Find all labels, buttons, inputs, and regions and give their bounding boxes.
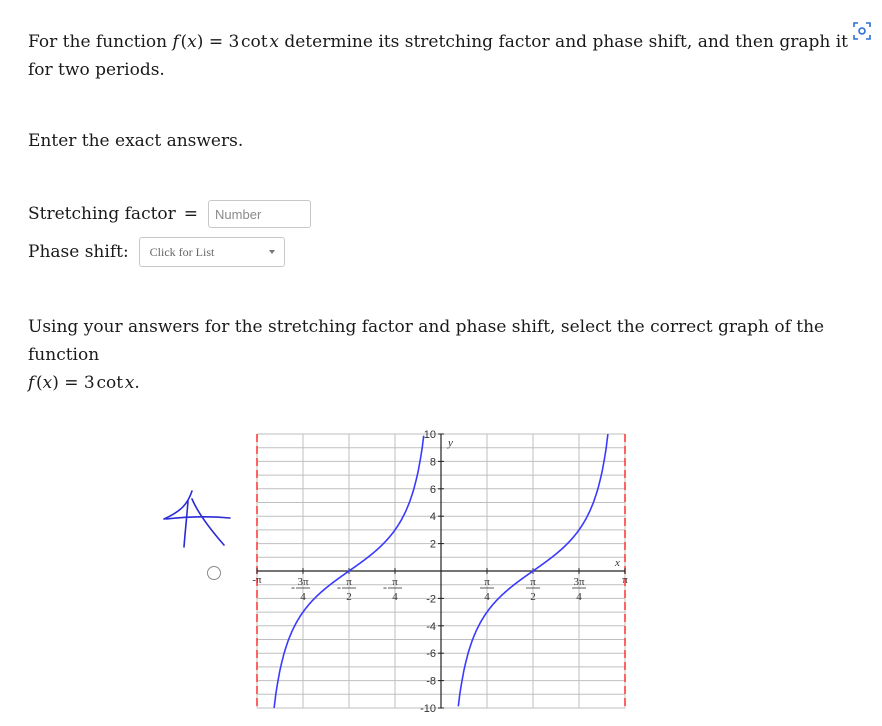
y-tick-label-5: 2 <box>429 538 436 551</box>
x-tick-label-7 <box>622 574 628 586</box>
screen-capture-icon[interactable] <box>853 22 871 40</box>
graph-function-expression: f (x) = 3 cot x. <box>28 373 140 393</box>
x-tick-label-0 <box>252 574 262 586</box>
y-tick-label-7: 6 <box>429 483 436 496</box>
x-axis-label: x <box>615 557 620 569</box>
y-tick-label-0: -10 <box>420 703 436 715</box>
x-tick-numerator: π <box>346 576 352 588</box>
y-tick-label-1: -8 <box>426 675 436 688</box>
y-tick-label-2: -6 <box>426 648 436 661</box>
y-tick-label-9: 10 <box>423 429 436 441</box>
graph-instruction <box>28 313 858 397</box>
equals-sign: = <box>183 204 199 224</box>
x-tick-denominator: 4 <box>300 591 306 603</box>
y-tick-label-3: -4 <box>426 620 436 633</box>
cotangent-graph <box>249 428 633 718</box>
x-tick-denominator: 2 <box>346 591 352 603</box>
stretching-factor-input[interactable] <box>208 200 311 228</box>
y-tick-label-8: 8 <box>429 456 436 469</box>
problem-middle: determine its stretching factor and phase shift, and then graph it for two periods. <box>28 32 848 80</box>
x-tick-denominator: 2 <box>530 591 536 603</box>
x-tick-label-3 <box>383 576 402 603</box>
x-tick-denominator: 4 <box>392 591 398 603</box>
x-tick-numerator: π <box>484 576 490 588</box>
x-tick-sign: - <box>337 580 341 594</box>
x-tick-text: -π <box>252 574 262 586</box>
instruction-exact: Enter the exact answers. <box>28 131 244 151</box>
x-tick-numerator: π <box>530 576 536 588</box>
function-expression: f (x) = 3 cot x <box>172 32 279 52</box>
x-tick-text: π <box>622 574 628 586</box>
x-tick-label-1 <box>291 576 310 603</box>
y-tick-label-6: 4 <box>429 511 436 524</box>
x-tick-sign: - <box>383 580 387 594</box>
x-tick-denominator: 4 <box>484 591 490 603</box>
x-tick-label-2 <box>337 576 356 603</box>
phase-shift-label: Phase shift: <box>28 242 129 262</box>
problem-intro: For the function <box>28 32 168 52</box>
phase-shift-row <box>28 237 285 267</box>
y-axis-label: y <box>448 437 453 449</box>
phase-shift-select-text: Click for List <box>149 244 215 259</box>
y-tick-label-4: -2 <box>426 593 436 606</box>
stretching-factor-row <box>28 200 311 228</box>
x-tick-sign: - <box>291 580 295 594</box>
x-tick-denominator: 4 <box>576 591 582 603</box>
phase-shift-select[interactable] <box>139 237 285 267</box>
stretching-factor-label: Stretching factor <box>28 204 176 224</box>
graph-instruction-text: Using your answers for the stretching factor and phase shift, select the correct graph of the function <box>28 317 825 365</box>
x-tick-numerator: 3π <box>573 576 585 588</box>
x-tick-numerator: 3π <box>297 576 309 588</box>
handwritten-a-mark <box>158 485 238 555</box>
tick-labels <box>252 429 628 715</box>
problem-statement <box>28 28 848 84</box>
graph-option-radio[interactable] <box>207 566 221 580</box>
x-tick-numerator: π <box>392 576 398 588</box>
caret-down-icon <box>269 250 275 254</box>
